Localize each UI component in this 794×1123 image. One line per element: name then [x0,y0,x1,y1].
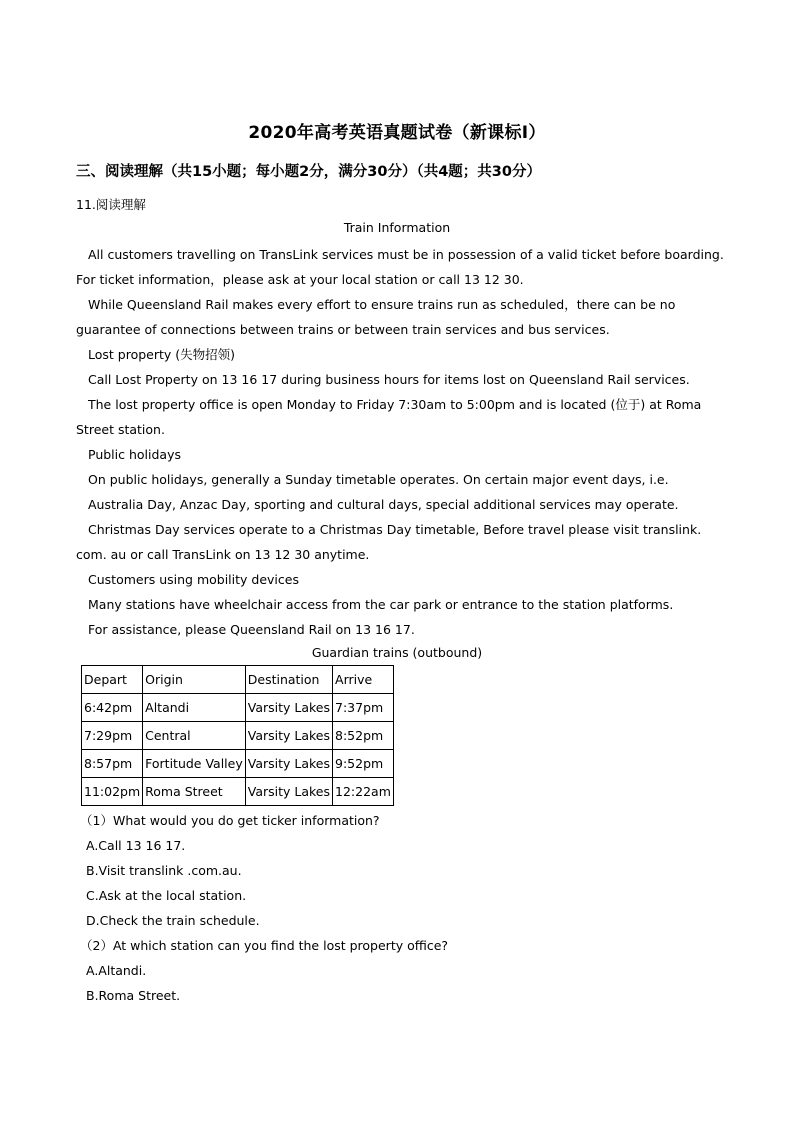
passage-paragraph: The lost property office is open Monday to Friday 7:30am to 5:00pm and is located (位于) at Roma Street station. [76,397,702,437]
table-row [82,722,394,750]
table-header-cell: Origin [143,666,246,694]
table-cell: 8:57pm [82,750,143,778]
passage-paragraph: Many stations have wheelchair access from the car park or entrance to the station platforms. [88,597,674,612]
table-header-cell: Depart [82,666,143,694]
passage-subheading: Public holidays [88,447,181,462]
table-cell: 7:37pm [333,694,394,722]
answer-option: A.Altandi. [86,963,147,978]
passage-paragraph: While Queensland Rail makes every effort to ensure trains run as scheduled，there can be no guarantee of connections between trains or between train services and bus services. [76,297,676,337]
page-title: 2020年高考英语真题试卷（新课标Ⅰ） [248,123,546,143]
table-cell: 6:42pm [82,694,143,722]
train-timetable [81,665,394,806]
table-cell: Fortitude Valley [143,750,246,778]
table-cell: 11:02pm [82,778,143,806]
answer-option: B.Visit translink .com.au. [86,863,242,878]
section-heading: 三、阅读理解（共15小题；每小题2分，满分30分）（共4题；共30分） [76,164,541,180]
question-list [80,808,448,1008]
passage-paragraph: All customers travelling on TransLink services must be in possession of a valid ticket before boarding. For ticket information，please ask at your local station or call 13 12 30. [76,247,724,287]
table-header-row [82,666,394,694]
answer-option: C.Ask at the local station. [86,888,247,903]
answer-option: B.Roma Street. [86,988,181,1003]
table-row [82,694,394,722]
table-header-cell: Arrive [333,666,394,694]
passage-paragraph: Christmas Day services operate to a Christmas Day timetable, Before travel please visit translink. com. au or call TransLink on 13 12 30 anytime. [76,522,702,562]
passage-paragraph: Australia Day, Anzac Day, sporting and cultural days, special additional services may operate. [88,497,679,512]
table-cell: 9:52pm [333,750,394,778]
passage-paragraph: Call Lost Property on 13 16 17 during business hours for items lost on Queensland Rail services. [88,372,690,387]
table-cell: 12:22am [333,778,394,806]
passage-heading: Train Information [343,220,451,235]
table-cell: 8:52pm [333,722,394,750]
passage-subheading: Customers using mobility devices [88,572,299,587]
table-cell: 7:29pm [82,722,143,750]
answer-option: A.Call 13 16 17. [86,838,186,853]
passage-subheading: Lost property (失物招领) [88,347,236,362]
question-text: （2）At which station can you find the lost property office? [80,938,449,953]
answer-option: D.Check the train schedule. [86,913,260,928]
question-text: （1）What would you do get ticker information? [80,813,380,828]
passage-paragraph: For assistance, please Queensland Rail on 13 16 17. [88,622,415,637]
passage-body [76,242,726,642]
passage-paragraph: On public holidays, generally a Sunday timetable operates. On certain major event days, i.e. [88,472,669,487]
table-header-cell: Destination [245,666,332,694]
table-cell: Varsity Lakes [245,694,332,722]
table-cell: Central [143,722,246,750]
table-cell: Altandi [143,694,246,722]
table-cell: Varsity Lakes [245,778,332,806]
table-row [82,778,394,806]
question-number: 11.阅读理解 [76,197,146,212]
table-caption: Guardian trains (outbound) [311,645,483,660]
table-cell: Varsity Lakes [245,750,332,778]
table-cell: Varsity Lakes [245,722,332,750]
table-row [82,750,394,778]
table-cell: Roma Street [143,778,246,806]
